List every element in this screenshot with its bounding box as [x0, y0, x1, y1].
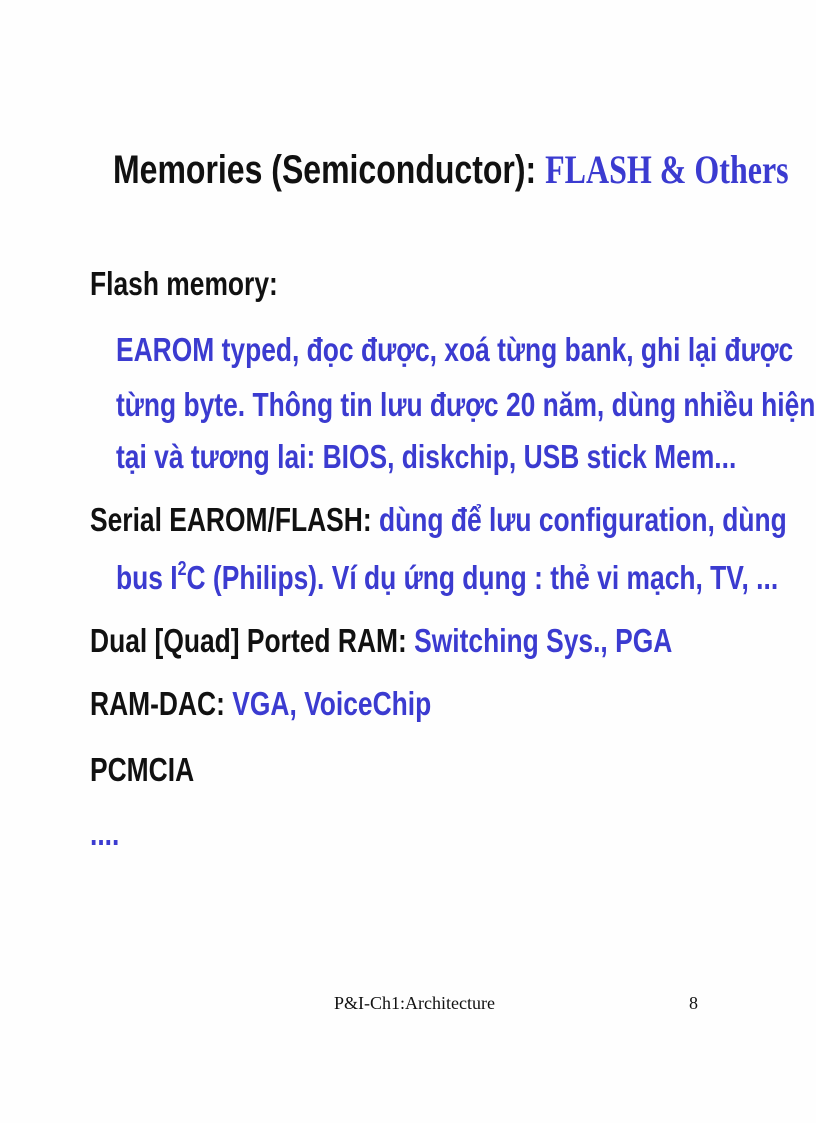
- ramdac-text: VGA, VoiceChip: [232, 685, 432, 722]
- serial-text-1: dùng để lưu configuration, dùng: [378, 501, 787, 538]
- dual-text: Switching Sys., PGA: [414, 622, 673, 659]
- dual-ported-ram-item: [90, 619, 672, 663]
- serial-text-2-superscript: 2: [177, 558, 187, 580]
- pcmcia-item: PCMCIA: [90, 751, 195, 788]
- page-number: 8: [689, 993, 698, 1013]
- footer-title: P&I-Ch1:Architecture: [334, 993, 495, 1013]
- slide-title: [113, 140, 789, 200]
- ram-dac-item: [90, 682, 431, 726]
- flash-line-2: từng byte. Thông tin lưu được 20 năm, dùng nhiều hiện: [116, 386, 816, 423]
- flash-line-1: EAROM typed, đọc được, xoá từng bank, ghi lại được: [116, 331, 794, 368]
- serial-line-2: [116, 556, 778, 600]
- serial-text-2a: bus I: [116, 559, 178, 596]
- title-accent: FLASH & Others: [545, 147, 789, 192]
- ramdac-label: RAM-DAC:: [90, 685, 233, 722]
- ellipsis-item: ....: [90, 815, 120, 852]
- title-main: Memories (Semiconductor):: [113, 148, 546, 192]
- flash-line-3: tại và tương lai: BIOS, diskchip, USB stick Mem...: [116, 438, 737, 475]
- serial-earom-item: [90, 498, 787, 542]
- flash-memory-heading: Flash memory:: [90, 265, 278, 302]
- serial-text-2b: C (Philips). Ví dụ ứng dụng : thẻ vi mạch, TV, ...: [186, 559, 779, 596]
- serial-label: Serial EAROM/FLASH:: [90, 501, 379, 538]
- dual-label: Dual [Quad] Ported RAM:: [90, 622, 415, 659]
